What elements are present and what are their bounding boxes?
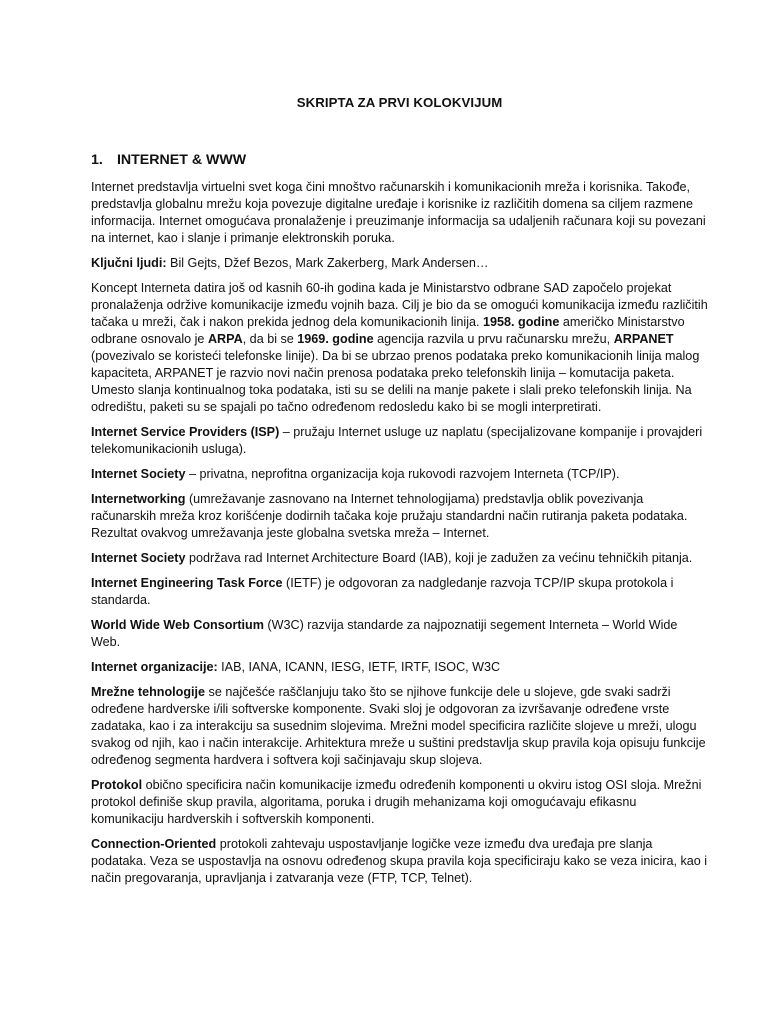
bold-term: ARPANET xyxy=(613,332,674,346)
paragraph-text: agencija razvila u prvu računarsku mrežu, xyxy=(373,332,614,346)
bold-term: Connection-Oriented xyxy=(91,837,217,851)
bold-term: Internet Service Providers (ISP) xyxy=(91,425,280,439)
page-title: SKRIPTA ZA PRVI KOLOKVIJUM xyxy=(296,95,503,110)
document-body xyxy=(91,179,708,887)
body-paragraph xyxy=(91,424,708,458)
body-paragraph xyxy=(91,179,708,247)
body-paragraph xyxy=(91,836,708,887)
paragraph-text: se najčešće raščlanjuju tako što se njihove funkcije dele u slojeve, gde svaki sadrži određene hardverske i/ili softverske komponente. Svaki sloj je odgovoran za izvršavanje određene vrste zadataka, kao i za interakciju sa susednim slojevima. Mrežni model specificira različite slojeve u mreži, ulogu svakog od njih, kao i način interakcije. Arhitektura mreže u suštini predstavlja skup pravila koja opisuju funkcije određenog segmenta hardvera i softvera koji sačinjavaju skup slojeva. xyxy=(91,685,706,767)
paragraph-text: Koncept Interneta datira još od kasnih 60-ih godina kada je Ministarstvo odbrane SAD započelo projekat pronalaženja održive komunikacije između vojnih baza. Cilj je bio da se omogući komunikacija između različitih tačaka u mreži, čak i nakon prekida jednog dela komunikacionih linija. xyxy=(91,281,708,329)
bold-term: World Wide Web Consortium xyxy=(91,618,264,632)
bold-term: Protokol xyxy=(91,778,143,792)
paragraph-text: – privatna, neprofitna organizacija koja rukovodi razvojem Interneta (TCP/IP). xyxy=(185,467,620,481)
paragraph-text: (umrežavanje zasnovano na Internet tehnologijama) predstavlja oblik povezivanja računarskih mreža kroz korišćenje dodirnih tačaka koje pružaju standardni način rutiranja paketa podataka. Rezultat ovakvog umrežavanja jeste globalna svetska mreža – Internet. xyxy=(91,492,688,540)
paragraph-text: podržava rad Internet Architecture Board (IAB), koji je zadužen za većinu tehničkih pitanja. xyxy=(185,551,693,565)
body-paragraph xyxy=(91,280,708,416)
bold-term: Internet organizacije: xyxy=(91,660,218,674)
body-paragraph xyxy=(91,466,708,483)
section-title: INTERNET & WWW xyxy=(116,152,247,168)
bold-term: ARPA xyxy=(207,332,243,346)
paragraph-text: (povezivalo se koristeći telefonske linije). Da bi se ubrzao prenos podataka preko komunikacionih linija malog kapaciteta, ARPANET je razvio novi način prenosa podataka preko telefonskih linija – komutacija paketa. Umesto slanja kontinualnog toka podataka, isti su se delili na manje pakete i slali preko telefonskih linija. Na odredištu, paketi su se spajali po tačno određenom redosledu kako bi se mogli interpretirati. xyxy=(91,349,700,414)
body-paragraph xyxy=(91,255,708,272)
body-paragraph xyxy=(91,575,708,609)
bold-term: Internet Society xyxy=(91,551,186,565)
paragraph-text: IAB, IANA, ICANN, IESG, IETF, IRTF, ISOC, W3C xyxy=(217,660,501,674)
section-number: 1. xyxy=(91,152,103,168)
paragraph-text: Bil Gejts, Džef Bezos, Mark Zakerberg, Mark Andersen… xyxy=(166,256,489,270)
body-paragraph xyxy=(91,550,708,567)
bold-term: Internetworking xyxy=(91,492,186,506)
paragraph-text: američko Ministarstvo odbrane osnovalo je xyxy=(91,315,685,346)
body-paragraph xyxy=(91,617,708,651)
paragraph-text: protokoli zahtevaju uspostavljanje logičke veze između dva uređaja pre slanja podataka. Veza se uspostavlja na osnovu određenog skupa pravila koja specificiraju kako se veza inicira, kao i način pregovaranja, upravljanja i zatvaranja veze (FTP, TCP, Telnet). xyxy=(91,837,708,885)
paragraph-text: (IETF) je odgovoran za nadgledanje razvoja TCP/IP skupa protokola i standarda. xyxy=(91,576,674,607)
bold-term: 1958. godine xyxy=(483,315,560,329)
bold-term: Internet Engineering Task Force xyxy=(91,576,283,590)
paragraph-text: obično specificira način komunikacije između određenih komponenti u okviru istog OSI sloja. Mrežni protokol definiše skup pravila, algoritama, poruka i drugih mehanizama koji omogućavaju efikasnu komunikaciju hardverskih i softverskih komponenti. xyxy=(91,778,702,826)
section-heading xyxy=(91,151,708,169)
body-paragraph xyxy=(91,659,708,676)
body-paragraph xyxy=(91,491,708,542)
bold-term: Internet Society xyxy=(91,467,186,481)
paragraph-text: , da bi se xyxy=(242,332,298,346)
paragraph-text: Internet predstavlja virtuelni svet koga čini mnoštvo računarskih i komunikacionih mreža i korisnika. Takođe, predstavlja globalnu mrežu koja povezuje digitalne uređaje i korisnike iz različitih domena sa ciljem razmene informacija. Internet omogućava pronalaženje i preuzimanje informacija sa udaljenih računara koji su povezani na internet, kao i slanje i primanje elektronskih poruka. xyxy=(91,180,706,245)
bold-term: Mrežne tehnologije xyxy=(91,685,206,699)
body-paragraph xyxy=(91,684,708,769)
body-paragraph xyxy=(91,777,708,828)
paragraph-text: (W3C) razvija standarde za najpoznatiji segement Interneta – World Wide Web. xyxy=(91,618,678,649)
bold-term: 1969. godine xyxy=(297,332,374,346)
paragraph-text: – pružaju Internet usluge uz naplatu (specijalizovane kompanije i provajderi telekomunikacionih usluga). xyxy=(91,425,703,456)
bold-term: Ključni ljudi: xyxy=(91,256,167,270)
